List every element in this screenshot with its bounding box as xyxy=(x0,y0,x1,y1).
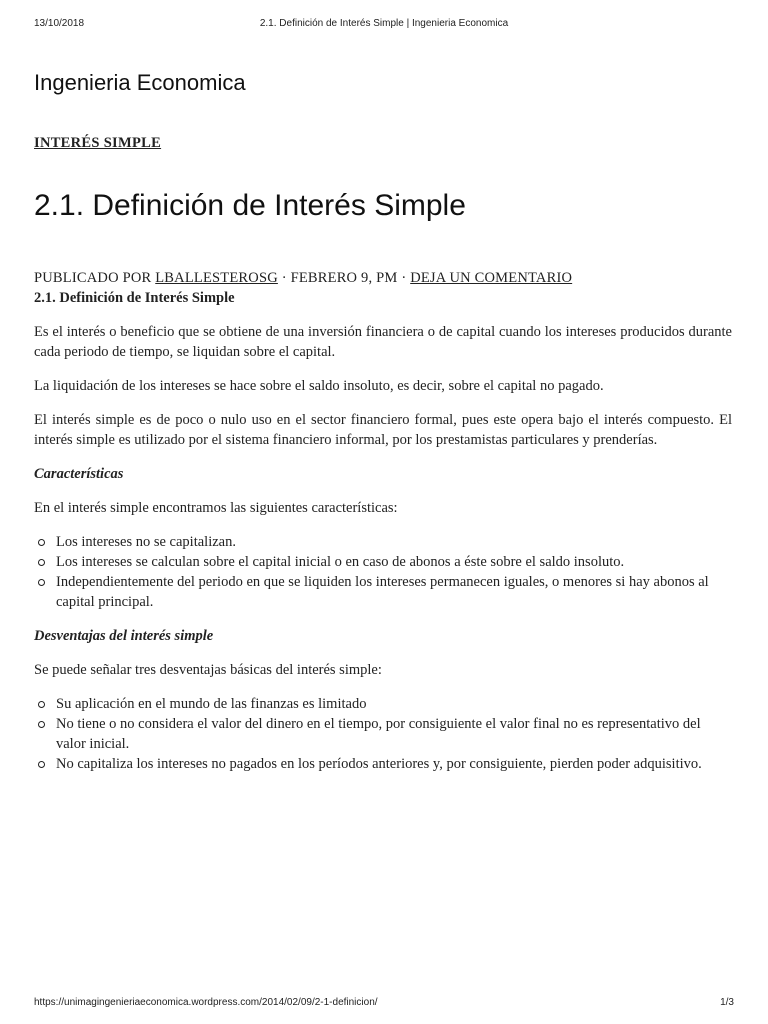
list-item: Los intereses no se capitalizan. xyxy=(34,532,732,552)
characteristics-intro: En el interés simple encontramos las siguientes características: xyxy=(34,500,398,516)
characteristics-heading: Características xyxy=(34,466,124,482)
disadvantages-intro: Se puede señalar tres desventajas básicas del interés simple: xyxy=(34,662,382,678)
post-content xyxy=(34,268,732,788)
bullet-icon xyxy=(38,761,45,768)
list-item: Los intereses se calculan sobre el capital inicial o en caso de abonos a éste sobre el saldo insoluto. xyxy=(34,552,732,572)
post-meta xyxy=(34,268,732,288)
bullet-icon xyxy=(38,539,45,546)
disadvantages-list xyxy=(34,694,732,774)
list-item: No capitaliza los intereses no pagados en los períodos anteriores y, por consiguiente, pierden poder adquisitivo. xyxy=(34,754,732,774)
paragraph-liquidation: La liquidación de los intereses se hace sobre el saldo insoluto, es decir, sobre el capital no pagado. xyxy=(34,378,604,394)
list-item: Independientemente del periodo en que se liquiden los intereses permanecen iguales, o menores si hay abonos al capital principal. xyxy=(34,572,732,612)
category-link[interactable]: INTERÉS SIMPLE xyxy=(34,135,162,151)
bullet-icon xyxy=(38,701,45,708)
characteristics-list xyxy=(34,532,732,612)
list-item: No tiene o no considera el valor del dinero en el tiempo, por consiguiente el valor final no es representativo del valor inicial. xyxy=(34,714,732,754)
disadvantages-heading: Desventajas del interés simple xyxy=(34,628,214,644)
post-title: 2.1. Definición de Interés Simple xyxy=(34,189,466,222)
bullet-icon xyxy=(38,559,45,566)
post-date: · FEBRERO 9, PM · xyxy=(277,270,411,286)
paragraph-definition: Es el interés o beneficio que se obtiene de una inversión financiera o de capital cuando los intereses producidos durante cada periodo de tiempo, se liquidan sobre el capital. xyxy=(34,324,732,360)
bullet-icon xyxy=(38,721,45,728)
print-date: 13/10/2018 xyxy=(34,18,85,29)
bullet-icon xyxy=(38,579,45,586)
comment-link[interactable]: DEJA UN COMENTARIO xyxy=(410,270,573,286)
post-subheading: 2.1. Definición de Interés Simple xyxy=(34,290,235,306)
list-item: Su aplicación en el mundo de las finanzas es limitado xyxy=(34,694,732,714)
site-title[interactable]: Ingenieria Economica xyxy=(34,70,246,95)
print-url: https://unimagingenieriaeconomica.wordpress.com/2014/02/09/2-1-definicion/ xyxy=(34,997,378,1008)
page-number: 1/3 xyxy=(720,997,734,1008)
print-footer xyxy=(34,997,734,1011)
paragraph-usage: El interés simple es de poco o nulo uso en el sector financiero formal, pues este opera bajo el interés compuesto. El interés simple es utilizado por el sistema financiero informal, por los prestamistas particulares y prenderías. xyxy=(34,412,732,448)
author-link[interactable]: LBALLESTEROSG xyxy=(155,270,278,286)
print-page-title: 2.1. Definición de Interés Simple | Ingenieria Economica xyxy=(259,18,509,29)
print-header xyxy=(34,18,734,32)
published-by-label: PUBLICADO POR xyxy=(34,270,156,286)
